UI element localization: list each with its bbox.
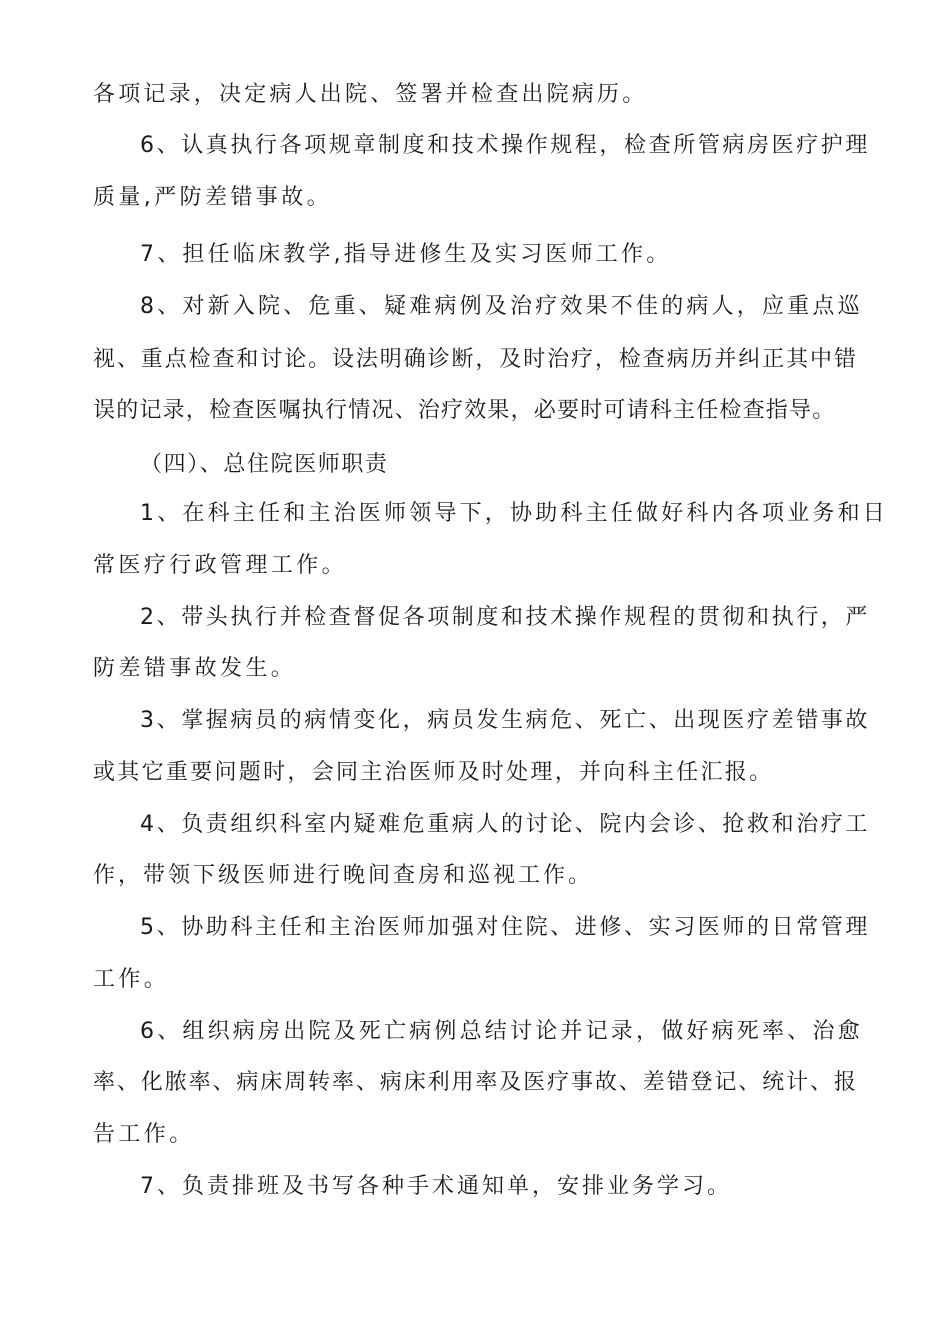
text-line: 7、担任临床教学,指导进修生及实习医师工作。	[140, 242, 672, 267]
text-line: 6、认真执行各项规章制度和技术操作规程，检查所管病房医疗护理	[140, 133, 870, 158]
text-line: 防差错事故发生。	[93, 656, 297, 681]
text-line: 各项记录，决定病人出院、签署并检查出院病历。	[93, 82, 648, 107]
text-line: 率、化脓率、病床周转率、病床利用率及医疗事故、差错登记、统计、报	[93, 1070, 858, 1095]
text-line: 3、掌握病员的病情变化，病员发生病危、死亡、出现医疗差错事故	[140, 708, 870, 733]
text-line: 8、对新入院、危重、疑难病例及治疗效果不佳的病人，应重点巡	[140, 294, 863, 319]
text-line: 7、负责排班及书写各种手术通知单，安排业务学习。	[140, 1174, 732, 1199]
text-line: 工作。	[93, 967, 170, 992]
text-line: 告工作。	[93, 1122, 195, 1147]
text-line: 视、重点检查和讨论。设法明确诊断，及时治疗，检查病历并纠正其中错	[93, 347, 858, 372]
section-heading: （四）、总住院医师职责	[140, 452, 389, 477]
text-line: 或其它重要问题时，会同主治医师及时处理，并向科主任汇报。	[93, 760, 774, 785]
text-line: 5、协助科主任和主治医师加强对住院、进修、实习医师的日常管理	[140, 915, 870, 940]
text-line: 1、在科主任和主治医师领导下，协助科主任做好科内各项业务和日	[140, 501, 888, 526]
text-line: 质量,严防差错事故。	[93, 185, 332, 210]
text-line: 常医疗行政管理工作。	[93, 553, 348, 578]
text-line: 4、负责组织科室内疑难危重病人的讨论、院内会诊、抢救和治疗工	[140, 812, 870, 837]
text-line: 2、带头执行并检查督促各项制度和技术操作规程的贯彻和执行，严	[140, 605, 870, 630]
text-line: 作，带领下级医师进行晚间查房和巡视工作。	[93, 863, 594, 888]
text-line: 误的记录，检查医嘱执行情况、治疗效果，必要时可请科主任检查指导。	[93, 398, 836, 423]
text-line: 6、组织病房出院及死亡病例总结讨论并记录，做好病死率、治愈	[140, 1019, 863, 1044]
